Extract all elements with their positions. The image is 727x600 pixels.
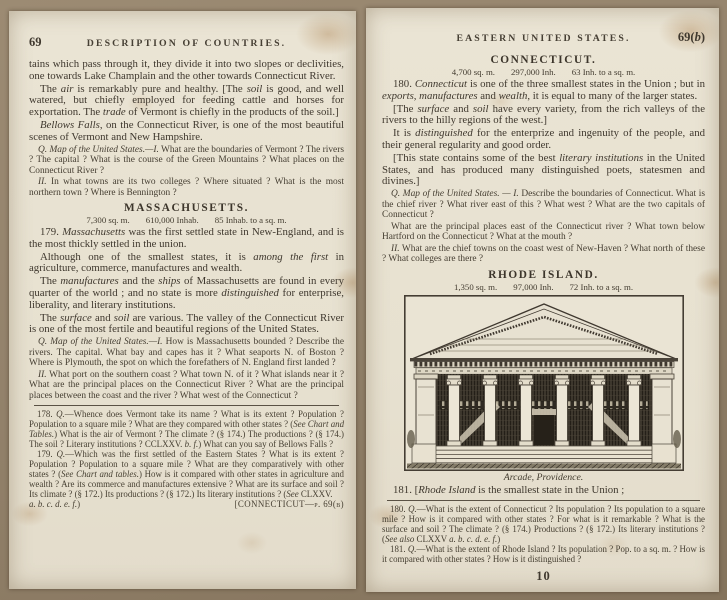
section-heading-rhode-island: RHODE ISLAND.: [488, 268, 599, 281]
stat-density: 85 Inhab. to a sq. m.: [214, 215, 287, 226]
paragraph-connecticut-institutions: [This state contains some of the best literary institutions in the United States, and has produced many distinguished poets, statesmen and divines.]: [382, 151, 705, 188]
arcade-figure: [382, 295, 705, 483]
running-head-left: DESCRIPTION OF COUNTRIES.: [86, 38, 287, 49]
footnote-179: 179. Q.—Which was the first settled of the Eastern States ? What is its extent ? Population ? Population to a square mile ? What are they comparatively with other states ? (See Chart and tables.) How is it compared with other states in agriculture and wealth ? Are its commerce and manufactures extensive ? What are its surface and soil ? Its climate ? (§ 172.) Its productions ? (§ 172.) Its literary institutions ? (See CLXXV.: [29, 449, 344, 500]
stat-area: 7,300 sq. m.: [86, 215, 130, 226]
paragraph-connecticut-surface: [The surface and soil have every variety, from the rich valleys of the rivers to the hilly regions of the west.]: [382, 102, 705, 127]
footnote-178: 178. Q.—Whence does Vermont take its name ? What is its extent ? Population ? Population to a square mile ? What are they compared with other states ? (See Chart and Tables.) What is the air of Vermont ? The climate ? (§ 174.) The productions ? (§ 174.) The soil ? Literary institutions ? CCLXXV. b. f.) What can you say of Bellows Falls ?: [29, 409, 345, 450]
right-page: [366, 8, 719, 592]
stat-area: 4,700 sq. m.: [451, 67, 495, 77]
left-page: [9, 11, 356, 589]
running-head-right: EASTERN UNITED STATES.: [456, 33, 631, 44]
catchword-connecticut: [CONNECTICUT—p. 69(b): [234, 499, 344, 510]
footnote-180: 180. Q.—What is the extent of Connecticut ? Its population ? Its population to a square mile ? How is it compared with other states ? For what is it remarkable ? What is the surface and soil ? The climate ? (§ 174.) Productions ? (§ 172.) Its literary institutions ? (See also CLXXV a. b. c. d. e. f.): [382, 504, 706, 545]
questions-vermont-part1: Q. Map of the United States.—I. What are the boundaries of Vermont ? The rivers ? The capital ? What is the course of the Green Mountains ? What places on the Connecticut River ?: [29, 144, 344, 176]
arcade-engraving: [403, 295, 685, 471]
footnote-divider-left: [34, 405, 340, 406]
stat-population: 97,000 Inh.: [513, 281, 554, 292]
questions-connecticut-part3: II. What are the chief towns on the coast west of New-Haven ? What north of these ? What colleges are there ?: [382, 243, 705, 265]
questions-massachusetts-part2: II. What port on the southern coast ? What town N. of it ? What islands near it ? What are the principal places on the Connecticut River ? What are the principal places between the coast and the river ? What west of the Connecticut ?: [29, 369, 344, 401]
questions-connecticut-part2: What are the principal places east of the Connecticut river ? What town below Hartford on the Connecticut ? What at the mouth ?: [382, 221, 705, 243]
stat-density: 63 Inh. to a sq. m.: [571, 67, 636, 77]
stat-population: 610,000 Inhab.: [145, 215, 199, 226]
page-number-bottom: 10: [536, 569, 551, 584]
footnote-divider-right: [387, 500, 700, 501]
paragraph-180-connecticut: 180. Connecticut is one of the three smallest states in the Union ; but in exports, manufactures and wealth, it is equal to many of the larger states.: [382, 78, 705, 102]
footnote-181: 181. Q.—What is the extent of Rhode Island ? Its population ? Pop. to a sq. m. ? How is it compared with other states ? How is it distinguished ?: [382, 544, 706, 565]
folio-number-right: 69(b): [677, 30, 705, 44]
stat-area: 1,350 sq. m.: [453, 281, 498, 292]
paragraph-179-massachusetts: 179. Massachusetts was the first settled state in New-England, and is the most thickly settled in the union.: [29, 226, 344, 250]
footnote-179-tail: a. b. c. d. e. f.): [29, 499, 81, 510]
paragraph-vermont-continuation: tains which pass through it, they divide it into two slopes or declivities, one towards Lake Champlain and the other towards Connecticut River.: [29, 58, 344, 82]
paragraph-manufactures-ships: The manufactures and the ships of Massachusetts are found in every quarter of the world ; and no state is more distinguished for enterprise, liberality, and literary institutions.: [29, 275, 344, 311]
stats-connecticut: [382, 67, 705, 77]
stats-massachusetts: [29, 215, 344, 225]
section-heading-massachusetts: MASSACHUSETTS.: [123, 202, 250, 215]
questions-connecticut-part1: Q. Map of the United States. — I. Describe the boundaries of Connecticut. What is the chief river ? What river east of this ? What west ? What are the two capitals of Connecticut ?: [382, 189, 705, 221]
paragraph-connecticut-distinguished: It is distinguished for the enterprize and ingenuity of the people, and their general regularity and good order.: [382, 127, 705, 151]
paragraph-bellows-falls: Bellows Falls, on the Connecticut River, is one of the most beautiful scenes of Vermont and New Hampshire.: [29, 118, 344, 143]
folio-number-left: 69: [29, 35, 42, 49]
paragraph-surface-soil: The surface and soil are various. The valley of the Connecticut River is one of the most fertile and beautiful regions of the United States.: [29, 311, 344, 336]
stat-population: 297,000 Inh.: [511, 67, 556, 77]
paragraph-181-rhode-island: 181. [Rhode Island is the smallest state in the Union ;: [393, 483, 625, 496]
stats-rhode-island: [382, 282, 705, 292]
engraving-caption: Arcade, Providence.: [503, 471, 584, 483]
left-page-header: [29, 35, 344, 50]
paragraph-vermont-air-soil: The air is remarkably pure and healthy. [The soil is good, and well watered, but chiefly employed for feeding cattle and horses for exportation. The trade of Vermont is chiefly in the products of the soil.]: [29, 82, 344, 119]
stat-density: 72 Inh. to a sq. m.: [569, 281, 634, 292]
questions-vermont-part2: II. In what towns are its two colleges ? Where situated ? What is the most northern town ? Where is Bennington ?: [29, 177, 344, 198]
right-page-header: [382, 30, 705, 45]
paragraph-massachusetts-rank: Although one of the smallest states, it is among the first in agriculture, commerce, manufactures and wealth.: [29, 250, 344, 275]
questions-massachusetts-part1: Q. Map of the United States.—I. How is Massachusetts bounded ? Describe the rivers. The capital. What bay and capes has it ? What seaports N. of Boston ? Where is Plymouth, the spot on which the forefathers of N. England first landed ?: [29, 337, 344, 369]
section-heading-connecticut: CONNECTICUT.: [490, 54, 597, 66]
footnote-last-line: [29, 499, 344, 509]
